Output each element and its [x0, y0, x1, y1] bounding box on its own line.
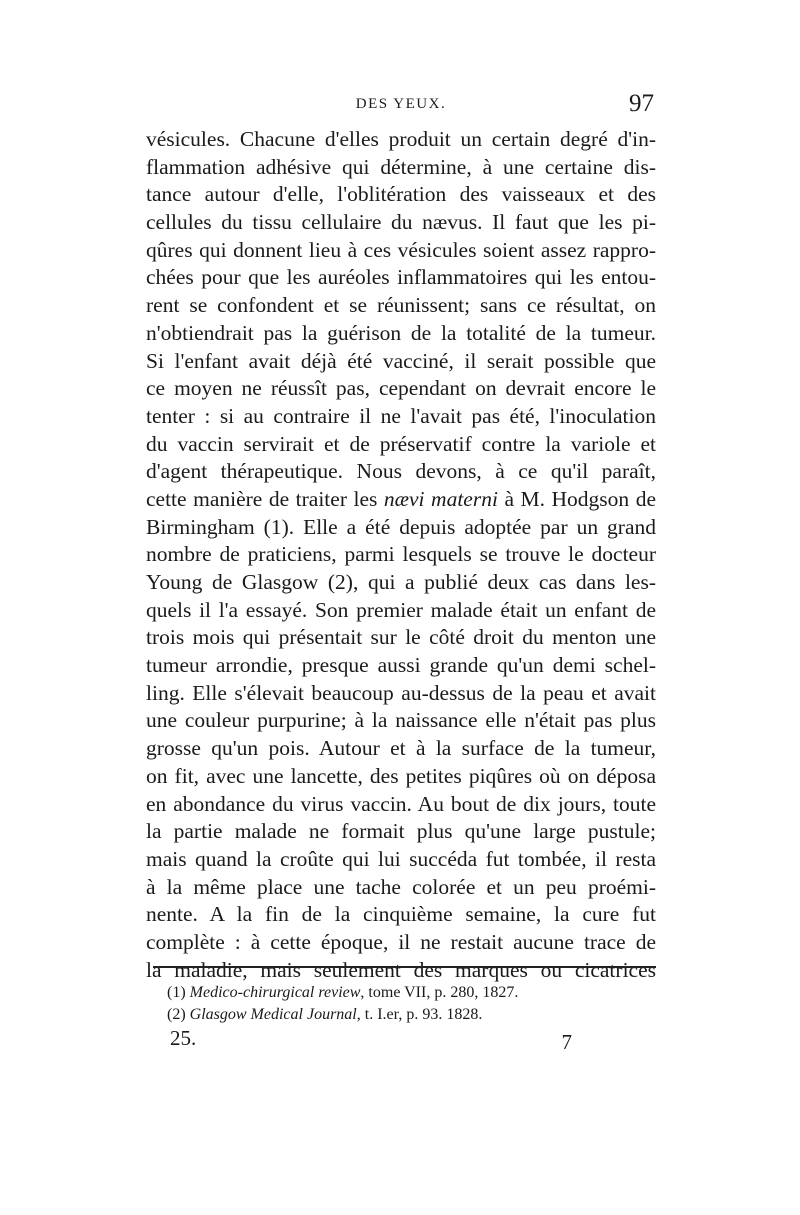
page-header: [146, 90, 656, 118]
text-line: la maladie, mais seulement des marques ou cicatrices: [146, 957, 656, 982]
text-line: flammation adhésive qui détermine, à une certaine dis-: [146, 154, 656, 179]
footnote-2-details: , t. I.er, p. 93. 1828.: [356, 1006, 483, 1023]
footnote-1: [167, 982, 647, 1004]
text-line: ling. Elle s'élevait beaucoup au-dessus de la peau et avait: [146, 680, 656, 705]
footnote-2-number: (2): [167, 1006, 186, 1023]
gathering-number: 7: [561, 1030, 572, 1054]
text-line: Young de Glasgow (2), qui a publié deux cas dans les-: [146, 570, 656, 594]
text-line: Birmingham (1). Elle a été depuis adoptée par un grand: [146, 514, 656, 539]
footnote-divider: [153, 966, 656, 968]
text-line: une couleur purpurine; à la naissance elle n'était pas plus: [146, 708, 656, 733]
text-line: rent se confondent et se réunissent; sans ce résultat, on: [146, 293, 656, 318]
text-line: tenter : si au contraire il ne l'avait pas été, l'inoculation: [146, 403, 656, 428]
page-number: 97: [629, 90, 654, 117]
footnote-1-number: (1): [167, 984, 186, 1001]
text-line: tance autour d'elle, l'oblitération des vaisseaux et des: [146, 182, 656, 207]
text-line: tumeur arrondie, presque aussi grande qu'un demi schel-: [146, 653, 656, 678]
signature-mark: 25.: [170, 1026, 197, 1050]
text-line: du vaccin servirait et de préservatif contre la variole et: [146, 431, 656, 456]
text-line: complète : à cette époque, il ne restait aucune trace de: [146, 929, 656, 954]
text-line: vésicules. Chacune d'elles produit un certain degré d'in-: [146, 127, 656, 151]
footnote-2-title: Glasgow Medical Journal: [189, 1006, 357, 1023]
footnote-1-title: Medico-chirurgical review: [189, 984, 361, 1001]
text-line: ce moyen ne réussît pas, cependant on devrait encore le: [146, 376, 656, 401]
text-line: mais quand la croûte qui lui succéda fut tombée, il resta: [146, 846, 656, 871]
footnote-2: [167, 1004, 647, 1026]
text-line: quels il l'a essayé. Son premier malade était un enfant de: [146, 597, 656, 622]
body-text: [146, 126, 656, 984]
text-line: d'agent thérapeutique. Nous devons, à ce qu'il paraît,: [146, 459, 656, 484]
text-line: on fit, avec une lancette, des petites piqûres où on déposa: [146, 763, 656, 788]
text-line: trois mois qui présentait sur le côté droit du menton une: [146, 625, 656, 650]
text-line: qûres qui donnent lieu à ces vésicules soient assez rappro-: [146, 237, 656, 262]
footnotes: [167, 982, 647, 1026]
text-line: grosse qu'un pois. Autour et à la surface de la tumeur,: [146, 736, 656, 761]
text-line: en abondance du virus vaccin. Au bout de dix jours, toute: [146, 791, 656, 816]
text-line: cellules du tissu cellulaire du nævus. Il faut que les pi-: [146, 210, 656, 235]
running-title: DES YEUX.: [355, 96, 447, 112]
footnote-1-details: , tome VII, p. 280, 1827.: [360, 984, 519, 1001]
text-line: nente. A la fin de la cinquième semaine, la cure fut: [146, 902, 656, 927]
text-line: à la même place une tache colorée et un peu proémi-: [146, 874, 656, 899]
signature-marks: [170, 1026, 572, 1054]
text-line: n'obtiendrait pas la guérison de la totalité de la tumeur.: [146, 320, 656, 345]
text-line: chées pour que les auréoles inflammatoires qui les entou-: [146, 265, 656, 290]
text-line: Si l'enfant avait déjà été vacciné, il serait possible que: [146, 348, 656, 373]
text-line: cette manière de traiter les nævi materni à M. Hodgson de: [146, 486, 656, 511]
text-line: nombre de praticiens, parmi lesquels se trouve le docteur: [146, 542, 656, 567]
text-line: la partie malade ne formait plus qu'une large pustule;: [146, 819, 656, 844]
